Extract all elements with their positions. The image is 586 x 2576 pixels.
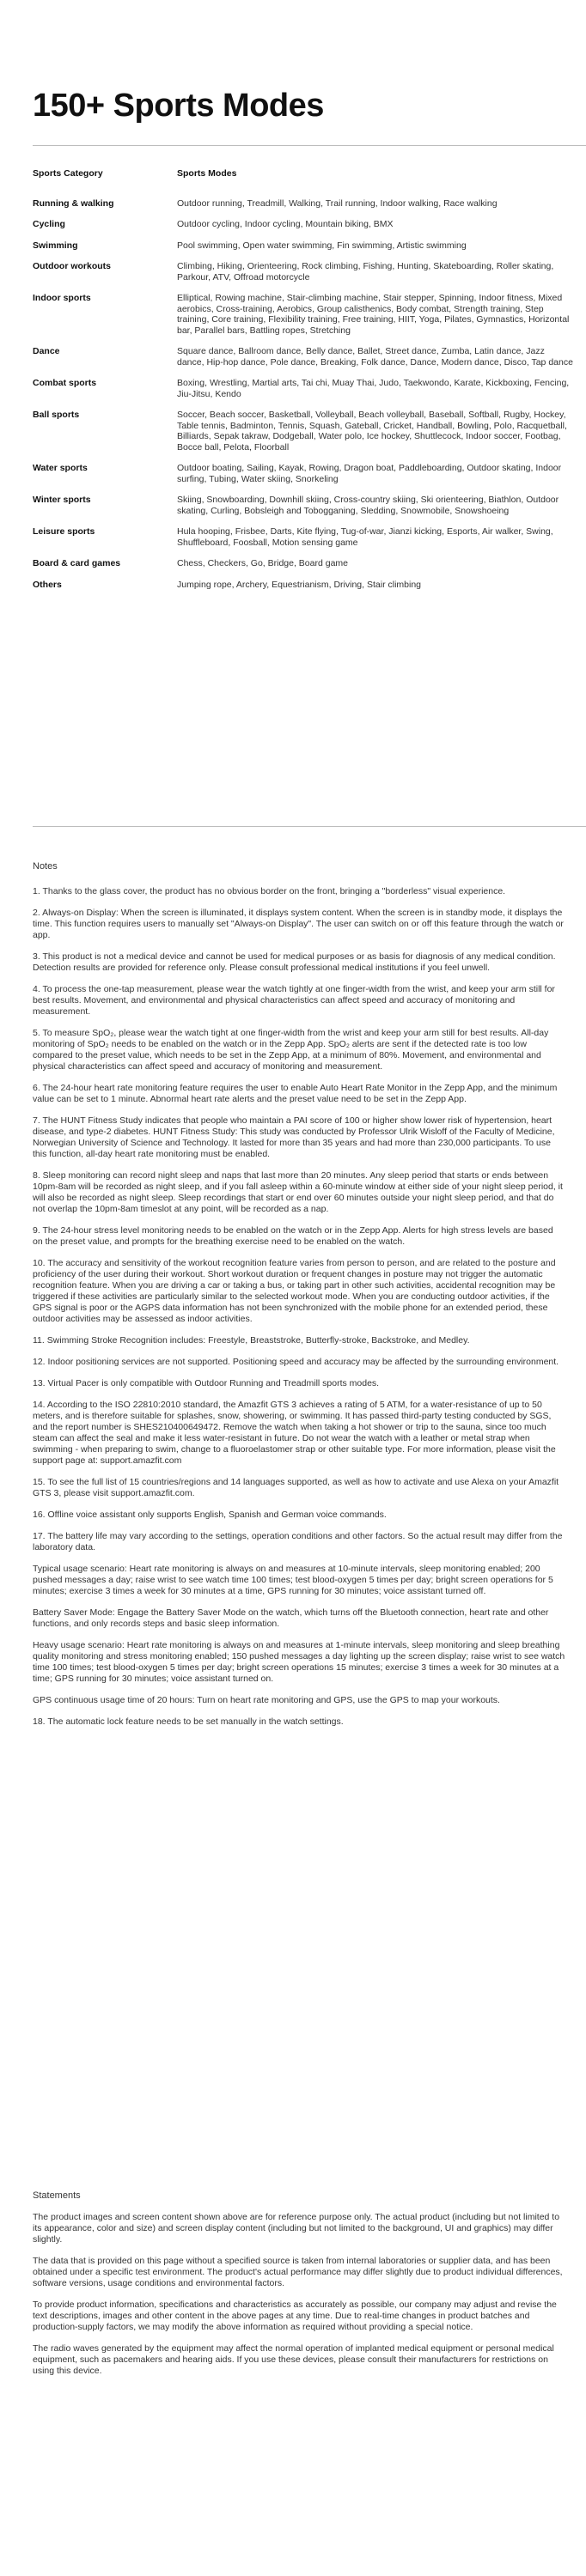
table-row (33, 558, 574, 580)
note-item: 6. The 24-hour heart rate monitoring feature requires the user to enable Auto Heart Rate Monitor in the Zepp App, and the minimum value can be set to 1 minute. Abnormal heart rate alerts and the preset value need to be set in the Zepp App. (33, 1083, 558, 1104)
modes-cell: Hula hooping, Frisbee, Darts, Kite flying, Tug-of-war, Jianzi kicking, Esports, Air walker, Swing, Shuffleboard, Foosball, Motion sensing game (177, 526, 553, 548)
category-cell: Running & walking (33, 197, 114, 209)
notes-heading: Notes (33, 861, 58, 872)
category-cell: Board & card games (33, 558, 121, 568)
page-title: 150+ Sports Modes (33, 88, 324, 124)
modes-cell: Boxing, Wrestling, Martial arts, Tai chi, Muay Thai, Judo, Taekwondo, Karate, Kickboxing, Fencing, Jiu-Jitsu, Kendo (177, 378, 570, 399)
statement-item: The radio waves generated by the equipment may affect the normal operation of implanted medical equipment or personal medical equipment, such as pacemakers and hearing aids. If you use these devices, please consult their manufacturers for restrictions on using this device. (33, 2343, 554, 2376)
note-item: 7. The HUNT Fitness Study indicates that people who maintain a PAI score of 100 or higher show lower risk of hypertension, heart disease, and type-2 diabetes. HUNT Fitness Study: This study was conducted by Professor Ulrik Wisloff of the Faculty of Medicine, Norwegian University of Science and Technology. It lasted for more than 35 years and had more than 230,000 participants. To use this function, all-day heart rate monitoring must be enabled. (33, 1115, 555, 1159)
note-item: 17. The battery life may vary according to the settings, operation conditions and other factors. So the actual result may differ from the laboratory data. (33, 1531, 563, 1552)
note-item: Typical usage scenario: Heart rate monitoring is always on and measures at 10-minute intervals, sleep monitoring enabled; 200 pushed messages a day; raise wrist to see watch time 100 times; test blood-oxygen 5 times per day; bright screen operations for 5 minutes; exercise 3 times a week for 30 minutes at a time, GPS running for 30 minutes; voice assistant turned off. (33, 1564, 553, 1596)
modes-cell: Outdoor running, Treadmill, Walking, Trail running, Indoor walking, Race walking (177, 197, 497, 209)
notes-section (33, 861, 565, 1738)
modes-cell: Elliptical, Rowing machine, Stair-climbing machine, Stair stepper, Spinning, Indoor fitness, Mixed aerobics, Cross-training, Aerobics, Group calisthenics, Body combat, Strength training, Step training, Core training, Flexibility training, Free training, HIIT, Yoga, Pilates, Gymnastics, Horizontal bar, Parallel bars, Battling ropes, Stretching (177, 293, 570, 336)
note-item: GPS continuous usage time of 20 hours: Turn on heart rate monitoring and GPS, use the GPS to map your workouts. (33, 1695, 500, 1705)
category-cell: Swimming (33, 240, 78, 251)
table-row (33, 198, 574, 220)
table-row (33, 240, 574, 262)
modes-cell: Jumping rope, Archery, Equestrianism, Driving, Stair climbing (177, 579, 421, 590)
sports-modes-table (33, 168, 574, 600)
column-header-modes: Sports Modes (177, 168, 237, 179)
category-cell: Others (33, 579, 62, 590)
table-row (33, 580, 574, 601)
section-divider (33, 826, 586, 827)
note-item: 8. Sleep monitoring can record night sleep and naps that last more than 20 minutes. Any sleep period that starts or ends between 10pm-8am will be recorded as night sleep, and if you fall asleep within a 60-minute window at either side of your night sleep period, it will also be recorded as night sleep. Sleep recordings that start or end over 60 minutes outside your night sleep period, and that do not overlap the 10pm-8am timeslot at any point, will be recorded as a nap. (33, 1170, 563, 1214)
note-item: 18. The automatic lock feature needs to be set manually in the watch settings. (33, 1716, 344, 1727)
note-item: 11. Swimming Stroke Recognition includes: Freestyle, Breaststroke, Butterfly-stroke, Backstroke, and Medley. (33, 1335, 470, 1346)
category-cell: Outdoor workouts (33, 261, 111, 271)
table-row (33, 293, 574, 346)
note-item: 3. This product is not a medical device and cannot be used for medical purposes or as basis for diagnosis of any medical condition. Detection results are provided for reference only. Please consult professional medical institutions if you feel unwell. (33, 951, 556, 973)
table-row (33, 495, 574, 526)
category-cell: Leisure sports (33, 526, 95, 537)
table-row (33, 410, 574, 463)
note-item: 1. Thanks to the glass cover, the product has no obvious border on the front, bringing a "borderless" visual experience. (33, 886, 506, 896)
statement-item: The product images and screen content shown above are for reference purpose only. The actual product (including but not limited to its appearance, color and size) and screen display content (including but not limited to the background, UI and graphics) may differ slightly. (33, 2212, 560, 2245)
table-row (33, 346, 574, 378)
table-row (33, 261, 574, 293)
category-cell: Water sports (33, 463, 88, 473)
category-cell: Ball sports (33, 410, 80, 420)
note-item: 12. Indoor positioning services are not supported. Positioning speed and accuracy may be affected by the surrounding environment. (33, 1357, 559, 1367)
modes-cell: Pool swimming, Open water swimming, Fin swimming, Artistic swimming (177, 240, 467, 251)
modes-cell: Skiing, Snowboarding, Downhill skiing, Cross-country skiing, Ski orienteering, Biathlon, Outdoor skating, Curling, Bobsleigh and Tobogganing, Sledding, Snowmobile, Snowshoeing (177, 495, 559, 516)
category-cell: Indoor sports (33, 293, 91, 303)
statement-item: To provide product information, specifications and characteristics as accurately as possible, our company may adjust and revise the text descriptions, images and other content in the above pages at any time. Due to real-time changes in product batches and production-supply factors, we may modify the above information as required without providing a special notice. (33, 2300, 557, 2332)
note-item: Heavy usage scenario: Heart rate monitoring is always on and measures at 1-minute intervals, sleep monitoring and sleep breathing quality monitoring and stress monitoring enabled; 150 pushed messages a day lighting up the screen display; raise wrist to see watch time 100 times; test blood-oxygen 5 times per day; bright screen operations 15 minutes; exercise 3 times a week for 30 minutes at a time; GPS running for 30 minutes; voice assistant turned on. (33, 1640, 565, 1684)
note-item: 15. To see the full list of 15 countries/regions and 14 languages supported, as well as how to activate and use Alexa on your Amazfit GTS 3, please visit support.amazfit.com. (33, 1477, 559, 1498)
column-header-category: Sports Category (33, 168, 103, 179)
table-row (33, 378, 574, 410)
statements-heading: Statements (33, 2190, 81, 2201)
category-cell: Winter sports (33, 495, 91, 505)
note-item: 9. The 24-hour stress level monitoring needs to be enabled on the watch or in the Zepp App. Alerts for high stress levels are based on the preset value, and prompts for the breathing exercise need to be enabled on the watch. (33, 1225, 553, 1247)
category-cell: Combat sports (33, 378, 97, 388)
note-item: 16. Offline voice assistant only supports English, Spanish and German voice commands. (33, 1510, 387, 1520)
category-cell: Dance (33, 346, 60, 356)
modes-cell: Climbing, Hiking, Orienteering, Rock climbing, Fishing, Hunting, Skateboarding, Roller skating, Parkour, ATV, Offroad motorcycle (177, 261, 554, 283)
note-item: 10. The accuracy and sensitivity of the workout recognition feature varies from person to person, and are related to the posture and proficiency of the user during their workout. Short workout duration or frequent changes in posture may not trigger the automatic recognition feature. When you are driving a car or taking a bus, or taking part in other such activities, accidental recognition may be triggered if these activities are particularly similar to the selected workout mode. When you are conducting outdoor activities, if the GPS signal is poor or the AGPS data information has not been synchronized with the mobile phone for an extended period, these outdoor activities may be assessed as indoor activities. (33, 1258, 556, 1324)
modes-cell: Outdoor boating, Sailing, Kayak, Rowing, Dragon boat, Paddleboarding, Outdoor skating, Indoor surfing, Tubing, Water skiing, Snorkeling (177, 463, 562, 484)
modes-cell: Chess, Checkers, Go, Bridge, Board game (177, 558, 349, 568)
note-item: 5. To measure SpO₂, please wear the watch tight at one finger-width from the wrist and keep your arm still for best results. All-day monitoring of SpO₂ needs to be enabled on the watch or in the Zepp App. SpO₂ alerts are sent if the detected rate is too low compared to the preset value, which needs to be set in the Zepp App, at a minimum of 80%. Movement, and environmental and physical characteristics can affect speed and accuracy of monitoring and measurement. (33, 1028, 549, 1072)
table-header-row (33, 168, 574, 198)
category-cell: Cycling (33, 219, 65, 229)
note-item: 2. Always-on Display: When the screen is illuminated, it displays system content. When the screen is in standby mode, it displays the time. This function requires users to manually set "Always-on Display". The user can switch on or off this feature through the watch or app. (33, 908, 564, 940)
modes-cell: Square dance, Ballroom dance, Belly dance, Ballet, Street dance, Zumba, Latin dance, Jazz dance, Hip-hop dance, Pole dance, Breaking, Folk dance, Dance, Modern dance, Disco, Tap dance (177, 346, 573, 368)
statement-item: The data that is provided on this page without a specified source is taken from internal laboratories or supplier data, and has been obtained under a specific test environment. The product's actual performance may differ slightly due to product individual differences, software versions, usage conditions and environmental factors. (33, 2256, 563, 2288)
note-item: 4. To process the one-tap measurement, please wear the watch tightly at one finger-width from the wrist, and keep your arm still for best results. Movement, and environmental and physical characteristics can affect speed and accuracy of monitoring and measurement. (33, 984, 555, 1017)
table-row (33, 463, 574, 495)
table-row (33, 526, 574, 558)
modes-cell: Soccer, Beach soccer, Basketball, Volleyball, Beach volleyball, Baseball, Softball, Rugby, Hockey, Table tennis, Badminton, Tennis, Squash, Gateball, Cricket, Handball, Bowling, Polo, Racquetball, Billiards, Sepak takraw, Dodgeball, Water polo, Ice hockey, Shuttlecock, Indoor soccer, Footbag, Bocce ball, Pelota, Floorball (177, 410, 567, 453)
table-row (33, 219, 574, 240)
title-divider (33, 145, 586, 146)
note-item: Battery Saver Mode: Engage the Battery Saver Mode on the watch, which turns off the Bluetooth connection, heart rate and other functions, and only records steps and basic sleep information. (33, 1607, 549, 1629)
statements-section (33, 2190, 565, 2387)
note-item: 13. Virtual Pacer is only compatible with Outdoor Running and Treadmill sports modes. (33, 1378, 380, 1388)
note-item: 14. According to the ISO 22810:2010 standard, the Amazfit GTS 3 achieves a rating of 5 ATM, for a water-resistance of up to 50 meters, and is therefore suitable for splashes, snow, showering, or swimming. It has passed third-party testing conducted by SGS, and the report number is SHES210400649472. Remove the watch when taking a hot shower or trip to the sauna, since too much steam can affect the seal and make it less water-resistant in future. Do not wear the watch with a leather or metal strap when swimming - when preparing to swim, change to a fluoroelastomer strap or other suitable type. For more information, please visit the support page at: support.amazfit.com (33, 1400, 556, 1466)
modes-cell: Outdoor cycling, Indoor cycling, Mountain biking, BMX (177, 219, 394, 229)
